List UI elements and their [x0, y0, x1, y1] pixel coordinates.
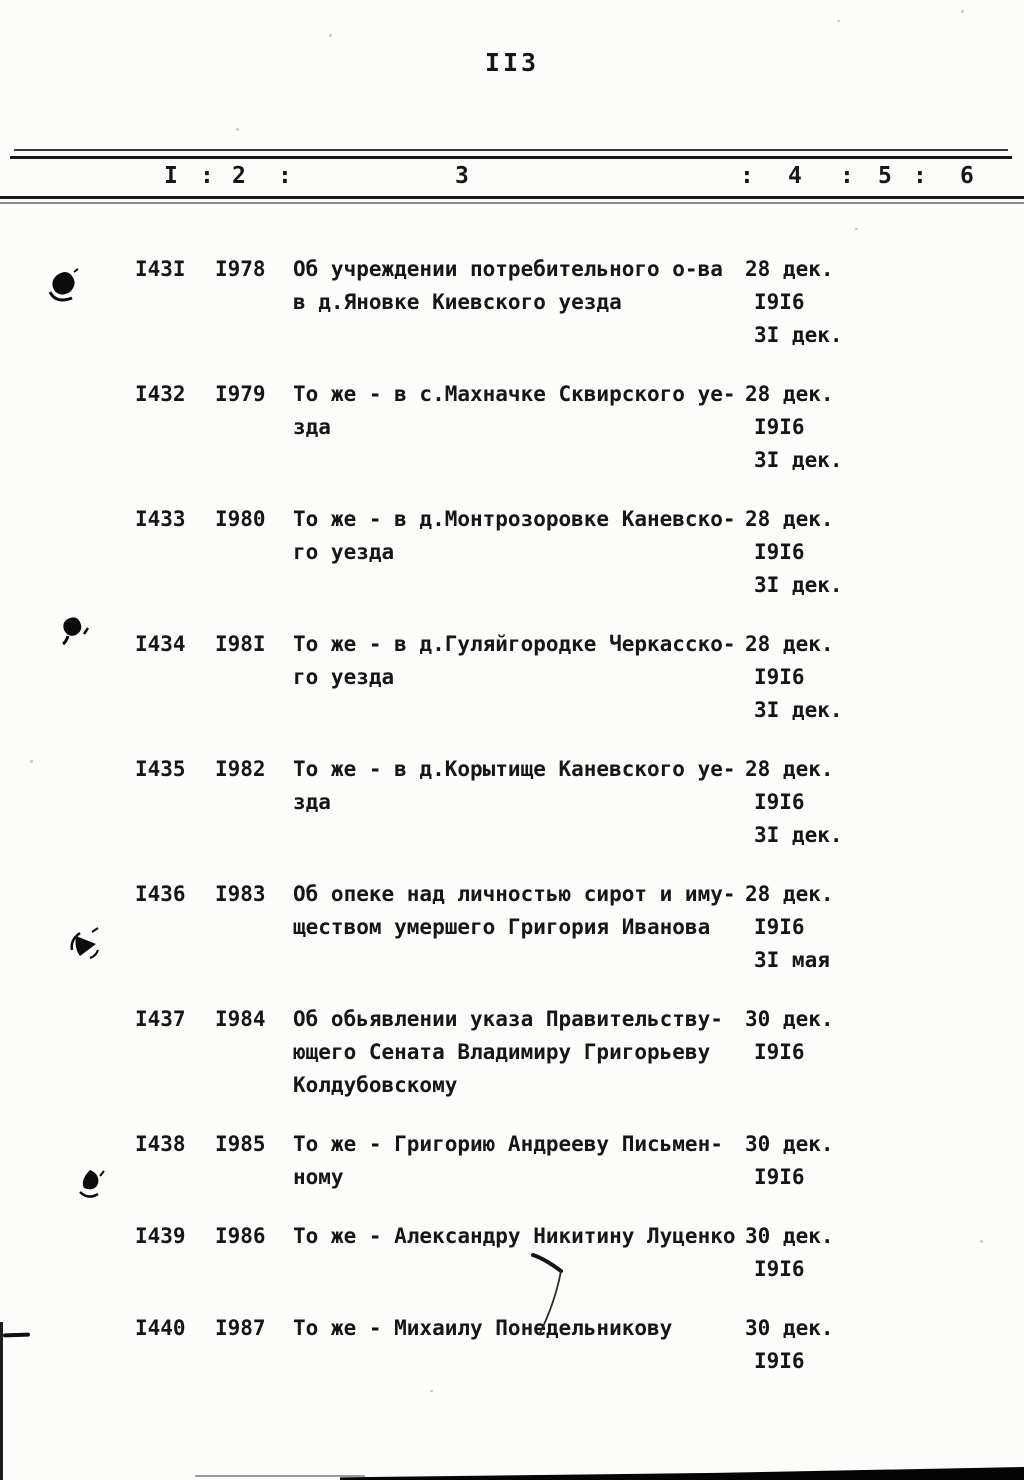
- table-top-rule-thick: [10, 156, 1012, 159]
- scan-speck: [980, 1240, 983, 1243]
- date-line: 28 дек.: [745, 757, 834, 781]
- column-number: 2: [232, 163, 246, 189]
- date-line: 3I дек.: [754, 573, 843, 597]
- title-line: То же - в д.Гуляйгородке Черкасско-: [293, 632, 736, 656]
- date-line: 30 дек.: [745, 1132, 834, 1156]
- doc-number-cell: I987: [215, 1316, 266, 1340]
- row-number-cell: I434: [135, 632, 186, 656]
- date-cell: [745, 1220, 891, 1286]
- date-line: 3I мая: [754, 948, 830, 972]
- doc-number-cell: I982: [215, 757, 266, 781]
- date-line: I9I6: [754, 540, 805, 564]
- date-line: I9I6: [754, 915, 805, 939]
- title-cell: [293, 753, 745, 852]
- date-line: I9I6: [754, 665, 805, 689]
- date-line: I9I6: [754, 290, 805, 314]
- scan-speck: [855, 228, 858, 230]
- title-cell: [293, 628, 745, 727]
- table-top-rule-thin: [14, 149, 1008, 151]
- table-row: [135, 1003, 1024, 1102]
- scan-speck: [430, 1390, 433, 1392]
- date-line: I9I6: [754, 415, 805, 439]
- row-number-cell: I43I: [135, 257, 186, 281]
- doc-number-cell: I986: [215, 1224, 266, 1248]
- date-line: 3I дек.: [754, 448, 843, 472]
- date-line: I9I6: [754, 790, 805, 814]
- date-cell: [745, 378, 891, 477]
- column-separator: :: [200, 163, 214, 189]
- scan-speck: [837, 20, 840, 22]
- title-line: Об учреждении потребительного о-ва: [293, 257, 723, 281]
- table-row: [135, 628, 1024, 727]
- title-line: зда: [293, 415, 331, 439]
- title-cell: [293, 878, 745, 977]
- handwritten-check-mark: [515, 1243, 585, 1343]
- title-line: То же - в д.Корытище Каневского уе-: [293, 757, 736, 781]
- date-line: 30 дек.: [745, 1224, 834, 1248]
- date-line: 30 дек.: [745, 1316, 834, 1340]
- title-cell: [293, 503, 745, 602]
- row-number-cell: I437: [135, 1007, 186, 1031]
- row-number-cell: I440: [135, 1316, 186, 1340]
- doc-number-cell: I98I: [215, 632, 266, 656]
- title-line: То же - Михаилу Понедельникову: [293, 1316, 673, 1340]
- table-row: [135, 503, 1024, 602]
- table-column-header: [0, 163, 1024, 197]
- ink-blot: [38, 262, 90, 314]
- column-number: 6: [960, 163, 974, 189]
- date-line: I9I6: [754, 1040, 805, 1064]
- ink-blot: [54, 612, 94, 652]
- table-body: [0, 253, 1024, 1404]
- row-number-cell: I439: [135, 1224, 186, 1248]
- title-line: ществом умершего Григория Иванова: [293, 915, 711, 939]
- doc-number-cell: I984: [215, 1007, 266, 1031]
- table-row: [135, 253, 1024, 352]
- title-cell: [293, 378, 745, 477]
- row-number-cell: I432: [135, 382, 186, 406]
- doc-number-cell: I985: [215, 1132, 266, 1156]
- title-cell: [293, 1128, 745, 1194]
- title-cell: [293, 1003, 745, 1102]
- scan-speck: [236, 128, 239, 131]
- date-line: 28 дек.: [745, 507, 834, 531]
- date-cell: [745, 628, 891, 727]
- row-number-cell: I433: [135, 507, 186, 531]
- doc-number-cell: I979: [215, 382, 266, 406]
- doc-number-cell: I980: [215, 507, 266, 531]
- bottom-scan-shadow: [340, 1467, 1024, 1480]
- date-line: I9I6: [754, 1165, 805, 1189]
- title-line: То же - в д.Монтрозоровке Каневско-: [293, 507, 736, 531]
- scan-speck: [329, 34, 332, 37]
- title-line: То же - Григорию Андрееву Письмен-: [293, 1132, 723, 1156]
- page-number: II3: [484, 48, 540, 77]
- left-page-edge: [0, 1322, 3, 1480]
- title-line: зда: [293, 790, 331, 814]
- table-row: [135, 378, 1024, 477]
- scan-speck: [961, 10, 964, 13]
- column-number: 3: [455, 163, 469, 189]
- table-row: [135, 753, 1024, 852]
- table-row: [135, 878, 1024, 977]
- date-cell: [745, 1128, 891, 1194]
- date-line: I9I6: [754, 1257, 805, 1281]
- date-cell: [745, 1312, 891, 1378]
- scan-speck: [30, 760, 33, 763]
- date-cell: [745, 1003, 891, 1102]
- row-number-cell: I436: [135, 882, 186, 906]
- title-cell: [293, 253, 745, 352]
- date-cell: [745, 503, 891, 602]
- title-line: Колдубовскому: [293, 1073, 458, 1097]
- date-line: 30 дек.: [745, 1007, 834, 1031]
- header-bottom-rule-thick: [0, 196, 1024, 199]
- date-line: 3I дек.: [754, 698, 843, 722]
- title-line: го уезда: [293, 540, 395, 564]
- date-line: I9I6: [754, 1349, 805, 1373]
- column-number: 4: [788, 163, 802, 189]
- column-number: I: [164, 163, 178, 189]
- title-line: ющего Сената Владимиру Григорьеву: [293, 1040, 711, 1064]
- doc-number-cell: I983: [215, 882, 266, 906]
- column-separator: :: [913, 163, 927, 189]
- date-line: 28 дек.: [745, 882, 834, 906]
- title-line: Об обьявлении указа Правительству-: [293, 1007, 723, 1031]
- column-separator: :: [840, 163, 854, 189]
- title-line: ному: [293, 1165, 344, 1189]
- date-line: 3I дек.: [754, 823, 843, 847]
- date-cell: [745, 253, 891, 352]
- title-line: в д.Яновке Киевского уезда: [293, 290, 622, 314]
- title-line: го уезда: [293, 665, 395, 689]
- column-separator: :: [278, 163, 292, 189]
- bottom-scan-shadow-tail: [195, 1475, 365, 1477]
- doc-number-cell: I978: [215, 257, 266, 281]
- ink-blot: [62, 922, 110, 970]
- title-line: То же - в с.Махначке Сквирского уе-: [293, 382, 736, 406]
- row-number-cell: I435: [135, 757, 186, 781]
- date-line: 28 дек.: [745, 382, 834, 406]
- column-separator: :: [740, 163, 754, 189]
- title-line: Об опеке над личностью сирот и иму-: [293, 882, 736, 906]
- header-bottom-rule-thin: [0, 202, 1024, 204]
- date-cell: [745, 878, 891, 977]
- ink-blot: [68, 1162, 112, 1208]
- column-number: 5: [878, 163, 892, 189]
- date-line: 28 дек.: [745, 257, 834, 281]
- row-number-cell: I438: [135, 1132, 186, 1156]
- date-line: 28 дек.: [745, 632, 834, 656]
- title-line: То же - Александру Никитину Луценко: [293, 1224, 736, 1248]
- table-row: [135, 1128, 1024, 1194]
- date-cell: [745, 753, 891, 852]
- date-line: 3I дек.: [754, 323, 843, 347]
